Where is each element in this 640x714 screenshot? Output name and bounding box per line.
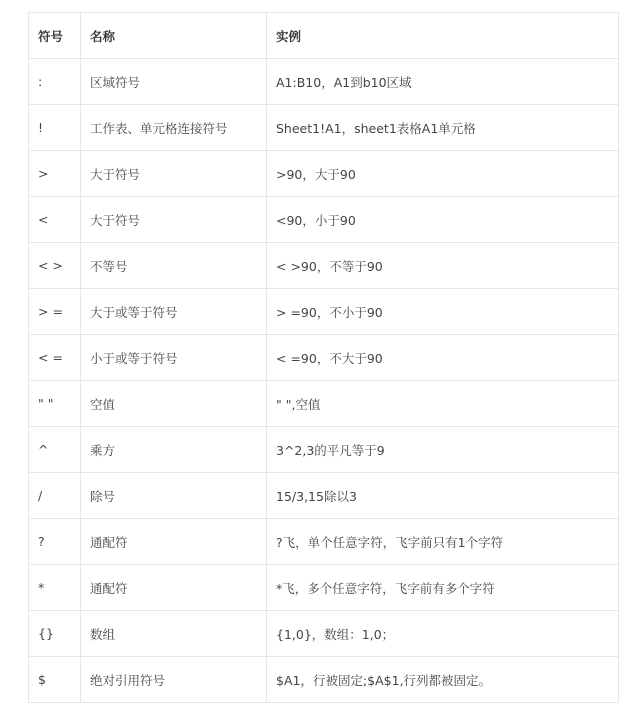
cell-example: {1,0}，数组：1,0； — [267, 611, 619, 657]
table-row — [29, 519, 619, 565]
cell-name: 数组 — [81, 611, 267, 657]
table-row — [29, 105, 619, 151]
cell-example: < =90，不大于90 — [267, 335, 619, 381]
cell-symbol: {} — [29, 611, 81, 657]
cell-example: <90，小于90 — [267, 197, 619, 243]
cell-name: 绝对引用符号 — [81, 657, 267, 703]
cell-name: 通配符 — [81, 565, 267, 611]
symbol-table-container — [28, 12, 618, 703]
cell-example: ?飞，单个任意字符，飞字前只有1个字符 — [267, 519, 619, 565]
cell-example: Sheet1!A1，sheet1表格A1单元格 — [267, 105, 619, 151]
cell-name: 大于符号 — [81, 197, 267, 243]
header-name: 名称 — [81, 13, 267, 59]
cell-symbol: ? — [29, 519, 81, 565]
table-row — [29, 427, 619, 473]
table-row — [29, 335, 619, 381]
header-example: 实例 — [267, 13, 619, 59]
table-row — [29, 197, 619, 243]
cell-name: 除号 — [81, 473, 267, 519]
cell-symbol: ! — [29, 105, 81, 151]
cell-name: 乘方 — [81, 427, 267, 473]
cell-name: 小于或等于符号 — [81, 335, 267, 381]
table-row — [29, 473, 619, 519]
cell-name: 大于或等于符号 — [81, 289, 267, 335]
cell-symbol: > = — [29, 289, 81, 335]
symbol-table — [28, 12, 619, 703]
cell-name: 不等号 — [81, 243, 267, 289]
cell-name: 大于符号 — [81, 151, 267, 197]
cell-name: 空值 — [81, 381, 267, 427]
cell-example: A1:B10，A1到b10区域 — [267, 59, 619, 105]
table-row — [29, 657, 619, 703]
cell-example: < >90，不等于90 — [267, 243, 619, 289]
cell-name: 工作表、单元格连接符号 — [81, 105, 267, 151]
cell-example: 3^2,3的平凡等于9 — [267, 427, 619, 473]
cell-symbol: < > — [29, 243, 81, 289]
cell-name: 区域符号 — [81, 59, 267, 105]
table-row — [29, 243, 619, 289]
cell-symbol: " " — [29, 381, 81, 427]
cell-symbol: : — [29, 59, 81, 105]
table-row — [29, 565, 619, 611]
cell-example: 15/3,15除以3 — [267, 473, 619, 519]
cell-symbol: * — [29, 565, 81, 611]
table-row — [29, 151, 619, 197]
table-row — [29, 381, 619, 427]
cell-example: $A1，行被固定;$A$1,行列都被固定。 — [267, 657, 619, 703]
cell-symbol: / — [29, 473, 81, 519]
table-row — [29, 289, 619, 335]
cell-example: " ",空值 — [267, 381, 619, 427]
table-header-row — [29, 13, 619, 59]
cell-symbol: < = — [29, 335, 81, 381]
table-row — [29, 611, 619, 657]
cell-symbol: ^ — [29, 427, 81, 473]
cell-example: > =90，不小于90 — [267, 289, 619, 335]
cell-symbol: < — [29, 197, 81, 243]
cell-example: >90，大于90 — [267, 151, 619, 197]
header-symbol: 符号 — [29, 13, 81, 59]
cell-name: 通配符 — [81, 519, 267, 565]
cell-symbol: $ — [29, 657, 81, 703]
table-row — [29, 59, 619, 105]
cell-example: *飞，多个任意字符，飞字前有多个字符 — [267, 565, 619, 611]
cell-symbol: > — [29, 151, 81, 197]
